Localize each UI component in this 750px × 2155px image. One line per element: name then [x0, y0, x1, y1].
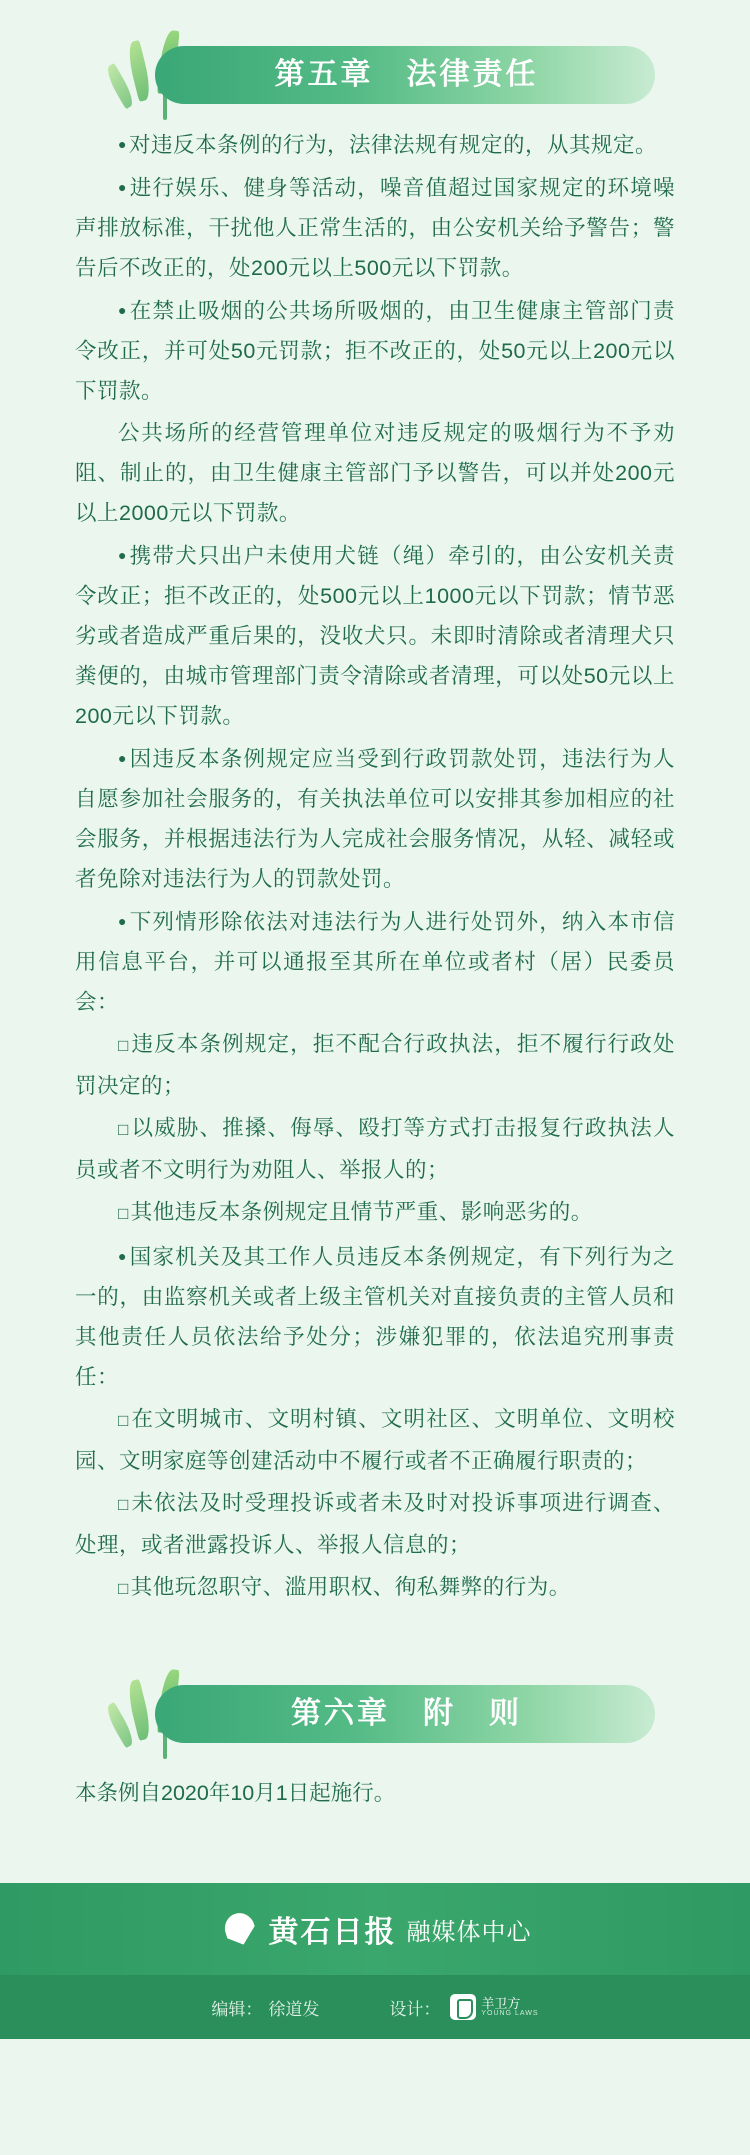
- list-item: □ 在文明城市、文明村镇、文明社区、文明单位、文明校园、文明家庭等创建活动中不履行或者不正确履行职责的；: [75, 1399, 675, 1481]
- list-item: □ 其他玩忽职守、滥用职权、徇私舞弊的行为。: [75, 1567, 675, 1609]
- bottom-gap: [0, 1813, 750, 1853]
- paragraph: ● 携带犬只出户未使用犬链（绳）牵引的，由公安机关责令改正；拒不改正的，处500元以上1000元以下罚款；情节恶劣或者造成严重后果的，没收犬只。未即时清除或者清理犬只粪便的，由城市管理部门责令清除或者清理，可以处50元以上200元以下罚款。: [75, 535, 675, 736]
- closing-paragraph: 本条例自2020年10月1日起施行。: [75, 1781, 396, 1805]
- article-body: [75, 124, 675, 1609]
- design-studio-name: [481, 1997, 538, 2018]
- editor-name: 徐道发: [268, 1999, 320, 2019]
- top-spacer: [0, 0, 750, 28]
- designer-label: 设计：: [389, 1999, 441, 2019]
- paragraph: ● 对违反本条例的行为，法律法规有规定的，从其规定。: [75, 124, 675, 165]
- chapter-heading-5: [95, 28, 655, 124]
- paragraph: ● 国家机关及其工作人员违反本条例规定，有下列行为之一的，由监察机关或者上级主管机关对直接负责的主管人员和其他责任人员依法给予处分；涉嫌犯罪的，依法追究刑事责任：: [75, 1236, 675, 1397]
- designer-credit: [389, 1994, 538, 2020]
- paragraph: 公共场所的经营管理单位对违反规定的吸烟行为不予劝阻、制止的，由卫生健康主管部门予以警告，可以并处200元以上2000元以下罚款。: [75, 421, 675, 525]
- brand-subtitle: 融媒体中心: [406, 1918, 532, 1946]
- paragraph: ● 因违反本条例规定应当受到行政罚款处罚，违法行为人自愿参加社会服务的，有关执法单位可以安排其参加相应的社会服务，并根据违法行为人完成社会服务情况，从轻、减轻或者免除对违法行为人的罚款处罚。: [75, 738, 675, 899]
- editor-credit: [211, 1995, 319, 2020]
- leaf-badge-icon: [450, 1994, 476, 2020]
- brand-name: 黄石日报: [268, 1916, 397, 1949]
- footer-credits-bar: [0, 1975, 750, 2039]
- design-studio-logo: [450, 1994, 538, 2020]
- footer: [0, 1883, 750, 2039]
- chapter-heading-6: [95, 1667, 655, 1763]
- paragraph: ● 在禁止吸烟的公共场所吸烟的，由卫生健康主管部门责令改正，并可处50元罚款；拒不改正的，处50元以上200元以下罚款。: [75, 290, 675, 411]
- list-item: □ 其他违反本条例规定且情节严重、影响恶劣的。: [75, 1192, 675, 1234]
- chapter-title-6: 第六章 附 则: [291, 1697, 522, 1730]
- paragraph: ● 下列情形除依法对违法行为人进行处罚外，纳入本市信用信息平台，并可以通报至其所在单位或者村（居）民委员会：: [75, 901, 675, 1022]
- editor-label: 编辑：: [211, 1999, 263, 2019]
- list-item: □ 违反本条例规定，拒不配合行政执法，拒不履行行政处罚决定的；: [75, 1024, 675, 1106]
- design-studio-subtitle: YOUNG LAWS: [481, 2010, 539, 2018]
- footer-brand-bar: [0, 1883, 750, 1975]
- paragraph: ● 进行娱乐、健身等活动，噪音值超过国家规定的环境噪声排放标准，干扰他人正常生活的，由公安机关给予警告；警告后不改正的，处200元以上500元以下罚款。: [75, 167, 675, 288]
- section-gap: [0, 1611, 750, 1667]
- brand-logo-icon: [219, 1909, 259, 1949]
- list-item: □ 以威胁、推搡、侮辱、殴打等方式打击报复行政执法人员或者不文明行为劝阻人、举报人的；: [75, 1108, 675, 1190]
- design-studio-title: 羊卫方: [481, 1995, 521, 2011]
- list-item: □ 未依法及时受理投诉或者未及时对投诉事项进行调查、处理，或者泄露投诉人、举报人信息的；: [75, 1483, 675, 1565]
- chapter-title-5: 第五章 法律责任: [274, 58, 539, 91]
